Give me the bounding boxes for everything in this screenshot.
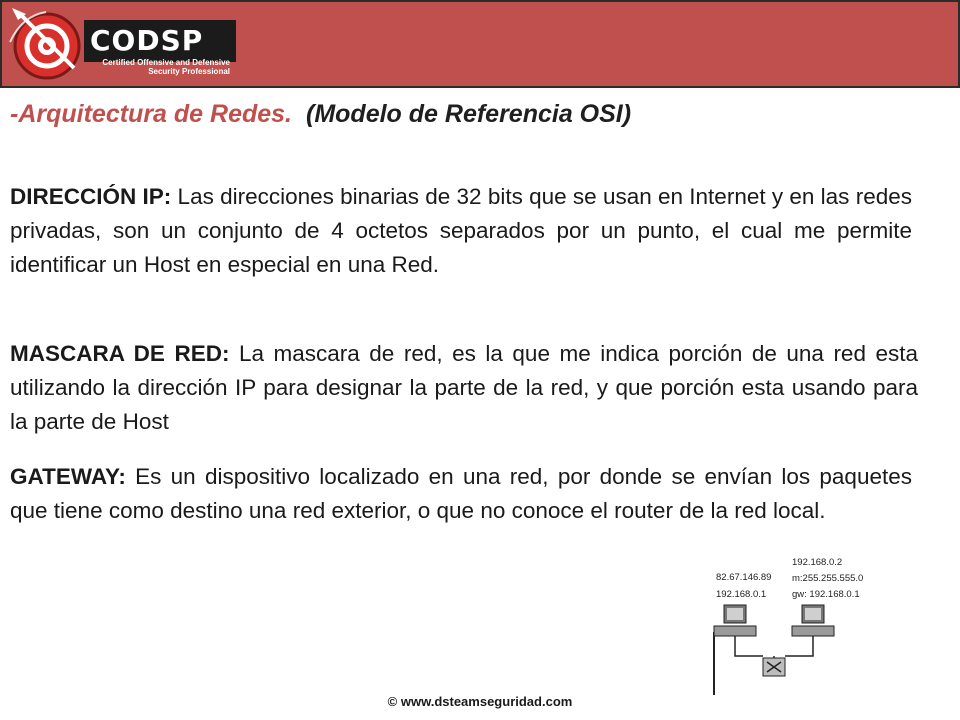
section-ip-address [10,180,912,282]
logo-subtitle [90,58,230,76]
host1-private-ip: 192.168.0.1 [716,589,767,600]
host2-ip: 192.168.0.2 [792,557,843,568]
host2-link [785,636,813,656]
logo-subtitle-line2: Security Professional [148,67,230,76]
logo-subtitle-line1: Certified Offensive and Defensive [102,58,230,67]
section-text: Las direcciones binarias de 32 bits que se usan en Internet y en las redes privadas, son un conjunto de 4 octetos separados por un punto, el cual me permite identificar un Host en especial en una Red. [10,184,912,277]
switch-icon [763,658,785,676]
host2-computer-icon [792,605,834,636]
section-gateway [10,460,912,528]
host1-link [735,636,763,656]
network-diagram [706,550,960,700]
title-main: -Arquitectura de Redes. [10,100,293,128]
section-text: La mascara de red, es la que me indica porción de una red esta utilizando la dirección IP para designar la parte de la red, y que porción esta usando para la parte de Host [10,341,919,434]
section-netmask [10,337,918,439]
section-term: GATEWAY: [10,464,126,489]
host2-gateway: gw: 192.168.0.1 [792,589,860,600]
section-term: DIRECCIÓN IP: [10,184,172,209]
header-banner [0,0,960,88]
logo-text: CODSP [90,24,204,57]
section-term: MASCARA DE RED: [10,341,230,366]
footer-copyright: © www.dsteamseguridad.com [387,694,573,709]
title-subtitle: (Modelo de Referencia OSI) [306,100,632,128]
host2-mask: m:255.255.555.0 [792,573,864,584]
host1-computer-icon [714,605,756,636]
page-title [10,100,631,129]
host1-public-ip: 82.67.146.89 [716,572,772,583]
section-text: Es un dispositivo localizado en una red, por donde se envían los paquetes que tiene como destino una red exterior, o que no conoce el router de la red local. [10,464,912,523]
